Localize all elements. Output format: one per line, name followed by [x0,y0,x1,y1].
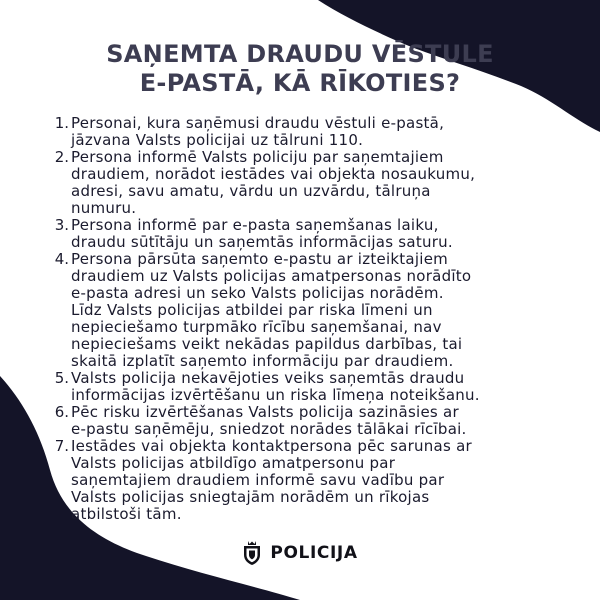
step-item [50,115,570,149]
step-text-line: e-pasta adresi un seko Valsts policijas norādēm. [71,284,444,302]
step-number: 4. [54,250,69,268]
step-text [71,404,570,438]
step-text-line: Iestādes vai objekta kontaktpersona pēc sarunas ar [71,437,472,455]
step-text-line: Persona informē par e-pasta saņemšanas laiku, [71,216,439,234]
step-text-line: numuru. [71,199,137,217]
step-item [50,217,570,251]
step-item [50,370,570,404]
step-text-line: jāzvana Valsts policijai uz tālruni 110. [71,131,364,149]
step-text-line: nepieciešamo turpmāko rīcību saņemšanai, nav [71,318,442,336]
step-text [71,251,570,370]
step-number: 7. [54,437,69,455]
title-line-1: SAŅEMTA DRAUDU VĒSTULE [106,40,494,68]
step-text-line: nepieciešams veikt nekādas papildus darbības, tai [71,335,463,353]
step-text-line: e-pastu saņēmēju, sniedzot norādes tālākai rīcībai. [71,420,467,438]
step-text-line: Personai, kura saņēmusi draudu vēstuli e-pastā, [71,114,445,132]
brand-name: POLICIJA [270,543,358,563]
step-text [71,149,570,217]
title-line-2: E-PASTĀ, KĀ RĪKOTIES? [139,69,461,97]
step-text-line: Pēc risku izvērtēšanas Valsts policija sazināsies ar [71,403,459,421]
step-text-line: draudu sūtītāju un saņemtās informācijas saturu. [71,233,453,251]
step-item [50,438,570,523]
step-text [71,115,570,149]
step-item [50,149,570,217]
step-text [71,370,570,404]
step-text-line: Valsts policija nekavējoties veiks saņemtās draudu [71,369,465,387]
step-text-line: Valsts policijas sniegtajām norādēm un rīkojas [71,488,430,506]
step-text-line: atbilstoši tām. [71,505,182,523]
step-text-line: Persona informē Valsts policiju par saņemtajiem [71,148,444,166]
step-text [71,217,570,251]
step-item [50,251,570,370]
step-text-line: saņemtajiem draudiem informē savu vadību par [71,471,445,489]
steps-list [50,115,570,523]
step-text-line: skaitā izplatīt saņemto informāciju par draudiem. [71,352,454,370]
step-number: 3. [54,216,69,234]
police-emblem-icon [242,540,262,566]
footer-logo [0,540,600,566]
step-number: 5. [54,369,69,387]
step-text-line: draudiem, norādot iestādes vai objekta nosaukumu, [71,165,476,183]
page-title [0,40,600,98]
step-text-line: Persona pārsūta saņemto e-pastu ar izteiktajiem [71,250,449,268]
step-text-line: adresi, savu amatu, vārdu un uzvārdu, tālruņa [71,182,431,200]
step-number: 6. [54,403,69,421]
step-number: 2. [54,148,69,166]
step-text [71,438,570,523]
step-item [50,404,570,438]
step-text-line: Līdz Valsts policijas atbildei par riska līmeni un [71,301,433,319]
step-text-line: draudiem uz Valsts policijas amatpersonas norādīto [71,267,472,285]
step-number: 1. [54,114,69,132]
step-text-line: Valsts policijas atbildīgo amatpersonu par [71,454,396,472]
step-text-line: informācijas izvērtēšanu un riska līmeņa noteikšanu. [71,386,480,404]
